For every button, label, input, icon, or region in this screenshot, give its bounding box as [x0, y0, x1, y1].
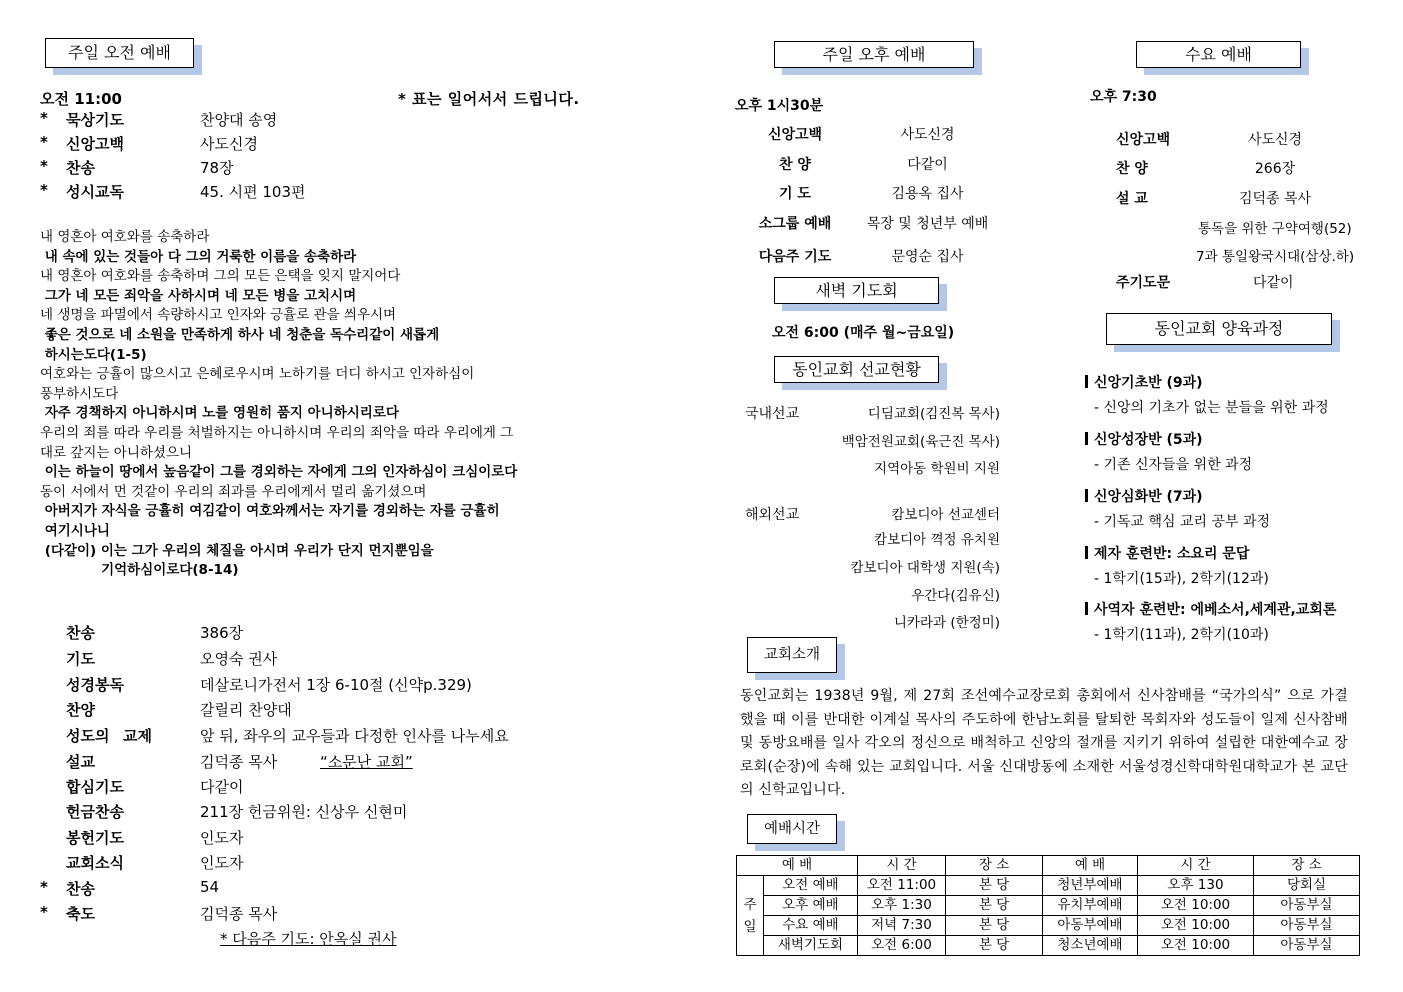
standing-mark: *: [40, 903, 48, 921]
order-item-label: [66, 622, 152, 643]
wednesday-closing-label: 주기도문: [1116, 275, 1171, 291]
order-item-label: [66, 725, 152, 746]
psalm-line: 아버지가 자식을 긍휼히 여김같이 여호와께서는 자기를 경외하는 자를 긍휼히: [40, 503, 500, 520]
order-item-label-text: 축도: [66, 905, 95, 923]
church-intro-text: 동인교회는 1938년 9월, 제 27회 조선예수교장로회 총회에서 신사참배를 “국가의식” 으로 가결했을 때 이를 반대한 이계실 목사의 주도하에 한남노회를 탈퇴한 목회자와 성도들이 일제 신사참배 및 동방요배를 일사 각오의 정신으로 배척하고 신앙의 절개를 지키기 위하여 설립한 대한예수교 장로회(순장)에 속해 있는 교회입니다. 서울 신대방동에 소재한 서울성경신학대학원대학교가 본 교단의 신학교입니다.: [740, 688, 1348, 798]
order-item-label: [66, 699, 152, 720]
standing-note: * 표는 일어서서 드립니다.: [398, 90, 580, 108]
order-item-label: [66, 776, 152, 797]
training-course-title: [1085, 599, 1336, 619]
service-times-header: 예배시간: [747, 814, 837, 844]
psalm-line: 내 영혼아 여호와를 송축하며 그의 모든 은택을 잊지 말지어다: [40, 268, 401, 285]
course-bullet-icon: [1085, 375, 1088, 388]
overseas-mission-item: 캄보디아 껵정 유치원: [874, 532, 1000, 548]
order-item-label: [66, 852, 152, 873]
wednesday-item-label: 설 교: [1116, 191, 1148, 207]
order-item-value: 386장: [200, 624, 244, 642]
overseas-mission-item: 캄보디아 대학생 지원(속): [850, 560, 1000, 576]
order-item-label-text: 기도: [66, 650, 95, 668]
standing-mark: *: [40, 878, 48, 896]
wednesday-item-value: 김덕종 목사: [1238, 191, 1312, 207]
col-header: 시 간: [1138, 856, 1254, 876]
wednesday-sermon-line-2: 7과 통일왕국시대(삼상.하): [1196, 249, 1355, 265]
order-item-value: 사도신경: [200, 135, 258, 153]
wednesday-item-value: 사도신경: [1247, 132, 1303, 148]
afternoon-item-value: 김용옥 집사: [891, 186, 964, 202]
order-item-label-text: 합심기도: [66, 778, 124, 796]
afternoon-item-label: 신앙고백: [767, 127, 823, 143]
table-cell: 오전 11:00: [858, 876, 946, 896]
table-row: [737, 936, 1360, 956]
psalm-line: 풍부하시도다: [40, 385, 119, 402]
course-title-text: 사역자 훈련반: 에베소서,세계관,교회론: [1094, 602, 1337, 618]
order-item-value: 인도자: [200, 854, 244, 872]
psalm-line: 내 속에 있는 것들아 다 그의 거룩한 이름을 송축하라: [40, 248, 357, 265]
afternoon-item-value: 다같이: [907, 157, 948, 173]
table-cell: 아동부실: [1254, 936, 1360, 956]
order-item-label-text: 설교: [66, 753, 95, 771]
order-item-label-text: 헌금찬송: [66, 803, 124, 821]
training-course-title: [1085, 429, 1203, 449]
order-item-label-text: 성도의 교제: [66, 727, 152, 745]
table-cell: 청소년예배: [1043, 936, 1138, 956]
training-course-title: [1085, 543, 1249, 563]
order-item-value: 78장: [200, 159, 234, 177]
course-title-text: 신앙기초반 (9과): [1094, 375, 1203, 391]
order-item-value: 45. 시편 103편: [200, 183, 306, 201]
table-cell: 오전 6:00: [858, 936, 946, 956]
psalm-line: 그가 네 모든 죄악을 사하시며 네 모든 병을 고치시며: [40, 287, 357, 304]
order-item-value: 다같이: [200, 778, 244, 796]
order-item-label-text: 신앙고백: [66, 135, 124, 153]
order-item-label-text: 찬송: [66, 159, 95, 177]
psalm-line: 여호와는 긍휼이 많으시고 은혜로우시며 노하기를 더디 하시고 인자하심이: [40, 366, 475, 383]
domestic-mission-item: 지역아동 학원비 지원: [874, 461, 1000, 477]
domestic-mission-item: 백암전원교회(육근진 목사): [841, 434, 1000, 450]
responsive-reading-psalm-103: [40, 228, 612, 581]
next-week-prayer: * 다음주 기도: 안옥실 권사: [220, 930, 397, 948]
order-item-label: [66, 133, 152, 154]
morning-service-time: 오전 11:00: [40, 90, 122, 108]
order-item-label: [66, 181, 152, 202]
order-item-label: [66, 801, 152, 822]
psalm-line: 좋은 것으로 네 소원을 만족하게 하사 네 청춘을 독수리같이 새롭게: [40, 326, 440, 343]
course-bullet-icon: [1085, 546, 1088, 559]
table-cell: 본 당: [946, 876, 1043, 896]
wednesday-service-time: 오후 7:30: [1090, 89, 1157, 105]
overseas-mission-item: 캄보디아 선교센터: [891, 507, 1000, 523]
church-intro-header: 교회소개: [747, 637, 837, 673]
table-cell: 유치부예배: [1043, 896, 1138, 916]
order-item-label-text: 찬양: [66, 701, 95, 719]
standing-mark: *: [40, 109, 48, 127]
afternoon-item-label: 찬 양: [779, 157, 811, 173]
wednesday-sermon-line-1: 통독을 위한 구약여행(52): [1198, 221, 1352, 237]
training-course-desc: - 기존 신자들을 위한 과정: [1094, 457, 1253, 473]
standing-mark: *: [40, 133, 48, 151]
order-item-value: 인도자: [200, 829, 244, 847]
table-cell: 오전 10:00: [1138, 936, 1254, 956]
wednesday-item-label: 신앙고백: [1116, 132, 1171, 148]
order-item-label: [66, 648, 152, 669]
afternoon-item-label: 소그룹 예배: [758, 216, 832, 232]
table-cell: 오후 1:30: [858, 896, 946, 916]
table-row: [737, 916, 1360, 936]
table-cell: 저녁 7:30: [858, 916, 946, 936]
dawn-prayer-header: 새벽 기도회: [774, 277, 939, 304]
table-cell: 오전 10:00: [1138, 896, 1254, 916]
psalm-line: (다같이) 이는 그가 우리의 체질을 아시며 우리가 단지 먼지뿐임을: [40, 542, 434, 559]
order-item-label-text: 성시교독: [66, 183, 124, 201]
psalm-line: 자주 경책하지 아니하시며 노를 영원히 품지 아니하시리로다: [40, 405, 399, 422]
overseas-mission-label: 해외선교: [745, 507, 800, 523]
table-row: [737, 896, 1360, 916]
order-item-value: 앞 뒤, 좌우의 교우들과 다정한 인사를 나누세요: [200, 727, 509, 745]
order-item-value: 오영숙 권사: [200, 650, 278, 668]
order-item-label: [66, 751, 152, 772]
mission-status-header: 동인교회 선교현황: [774, 356, 939, 383]
table-cell: 본 당: [946, 896, 1043, 916]
course-title-text: 신앙성장반 (5과): [1094, 432, 1203, 448]
psalm-line: 내 영혼아 여호와를 송축하라: [40, 229, 210, 245]
standing-mark: *: [40, 181, 48, 199]
wednesday-closing-value: 다같이: [1253, 275, 1294, 291]
order-item-label: [66, 878, 152, 899]
dawn-prayer-time: 오전 6:00 (매주 월~금요일): [772, 325, 955, 341]
order-item-label-text: 찬송: [66, 624, 95, 642]
table-cell: 아동부실: [1254, 896, 1360, 916]
order-item-value: 갈릴리 찬양대: [200, 701, 292, 719]
table-cell: 오전 예배: [764, 876, 858, 896]
afternoon-item-value: 사도신경: [900, 127, 955, 143]
order-item-value: 김덕종 목사: [200, 905, 278, 923]
training-course-desc: - 1학기(15과), 2학기(12과): [1094, 571, 1269, 587]
psalm-line: 네 생명을 파멸에서 속량하시고 인자와 긍휼로 관을 씌우시며: [40, 307, 397, 324]
order-item-value: 찬양대 송영: [200, 111, 278, 129]
domestic-mission-item: 디딤교회(김진복 목사): [867, 406, 1000, 422]
psalm-line: 대로 갚지는 아니하셨으니: [40, 444, 193, 461]
table-cell: 오후 예배: [764, 896, 858, 916]
table-cell: 오후 130: [1138, 876, 1254, 896]
sermon-title: “소문난 교회”: [320, 753, 413, 771]
training-course-title: [1085, 372, 1203, 392]
afternoon-item-value: 문영순 집사: [891, 249, 964, 265]
afternoon-item-value: 목장 및 청년부 예배: [866, 216, 989, 232]
table-cell: 오전 10:00: [1138, 916, 1254, 936]
psalm-line: 이는 하늘이 땅에서 높음같이 그를 경외하는 자에게 그의 인자하심이 크심이로다: [40, 464, 518, 481]
table-cell: 본 당: [946, 916, 1043, 936]
wednesday-item-label: 찬 양: [1116, 161, 1148, 177]
order-item-label: [66, 157, 152, 178]
wednesday-service-header: 수요 예배: [1136, 41, 1301, 68]
order-item-value: 김덕종 목사: [200, 753, 278, 771]
afternoon-item-label: 다음주 기도: [758, 249, 832, 265]
order-item-label: [66, 827, 152, 848]
order-item-value: 54: [200, 878, 220, 896]
training-course-header: 동인교회 양육과정: [1106, 313, 1332, 345]
course-bullet-icon: [1085, 489, 1088, 502]
side-label-char: 주: [743, 896, 757, 913]
order-item-label-text: 교회소식: [66, 854, 124, 872]
course-title-text: 신앙심화반 (7과): [1094, 489, 1203, 505]
afternoon-service-header: 주일 오후 예배: [774, 41, 974, 68]
course-bullet-icon: [1085, 432, 1088, 445]
psalm-line: 동이 서에서 먼 것같이 우리의 죄과를 우리에게서 멀리 옮기셨으며: [40, 483, 427, 500]
order-item-label-text: 묵상기도: [66, 111, 124, 129]
side-label-char: 일: [743, 918, 757, 935]
overseas-mission-item: 니카라과 (한정미): [893, 615, 1000, 631]
table-row: [737, 876, 1360, 896]
morning-service-header: 주일 오전 예배: [45, 38, 194, 68]
table-cell: 아동부예배: [1043, 916, 1138, 936]
table-cell: 새벽기도회: [764, 936, 858, 956]
wednesday-item-value: 266장: [1254, 161, 1296, 177]
psalm-line: 하시는도다(1-5): [40, 346, 147, 363]
training-course-desc: - 1학기(11과), 2학기(10과): [1094, 627, 1269, 643]
psalm-line: 우리의 죄를 따라 우리를 처벌하지는 아니하시며 우리의 죄악을 따라 우리에게 그: [40, 424, 514, 441]
afternoon-item-label: 기 도: [779, 186, 811, 202]
col-header: 예 배: [1043, 856, 1138, 876]
overseas-mission-item: 우간다(김유신): [911, 588, 1000, 604]
course-bullet-icon: [1085, 602, 1088, 615]
afternoon-service-time: 오후 1시30분: [735, 98, 824, 114]
order-item-label-text: 찬송: [66, 880, 95, 898]
training-course-desc: - 기독교 핵심 교리 공부 과정: [1094, 514, 1271, 530]
col-header: 예 배: [737, 856, 858, 876]
table-cell: 당회실: [1254, 876, 1360, 896]
order-item-label: [66, 674, 152, 695]
course-title-text: 제자 훈련반: 소요리 문답: [1094, 546, 1250, 562]
col-header: 장 소: [1254, 856, 1360, 876]
table-cell: 수요 예배: [764, 916, 858, 936]
table-cell: 청년부예배: [1043, 876, 1138, 896]
psalm-line: 여기시나니: [40, 522, 110, 539]
order-item-label-text: 성경봉독: [66, 676, 124, 694]
order-item-value: 211장 헌금위원: 신상우 신현미: [200, 803, 408, 821]
standing-mark: *: [40, 157, 48, 175]
domestic-mission-label: 국내선교: [745, 406, 800, 422]
col-header: 장 소: [946, 856, 1043, 876]
order-item-label: [66, 109, 152, 130]
training-course-title: [1085, 486, 1203, 506]
order-item-label-text: 봉헌기도: [66, 829, 124, 847]
service-times-table: [736, 855, 1360, 956]
sunday-side-label: [737, 876, 764, 956]
psalm-line: 기억하심이로다(8-14): [40, 562, 239, 579]
table-cell: 본 당: [946, 936, 1043, 956]
order-item-value: 데살로니가전서 1장 6-10절 (신약p.329): [200, 676, 472, 694]
col-header: 시 간: [858, 856, 946, 876]
training-course-desc: - 신앙의 기초가 없는 분들을 위한 과정: [1094, 400, 1329, 416]
table-header-row: [737, 856, 1360, 876]
table-cell: 아동부실: [1254, 916, 1360, 936]
order-item-label: [66, 903, 152, 924]
